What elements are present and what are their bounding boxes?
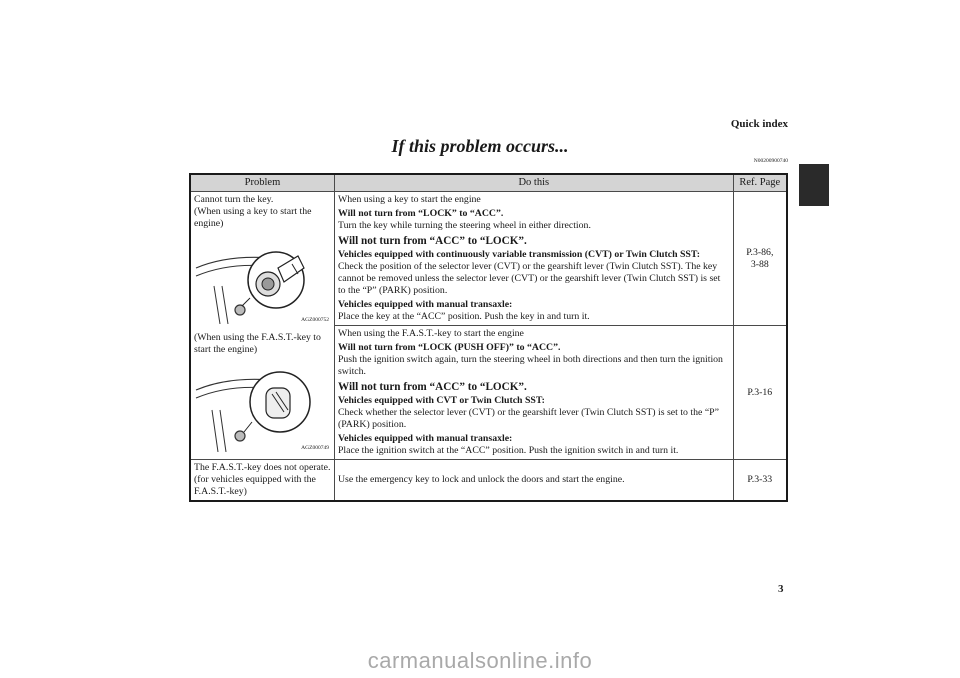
key-ignition-icon: [194, 238, 322, 324]
problem-subtext: (for vehicles equipped with the F.A.S.T.-key): [194, 474, 316, 497]
do-this-key-cell: [334, 192, 733, 326]
instruction-text: Check whether the selector lever (CVT) or the gearshift lever (Twin Clutch SST) is set to the “P” (PARK) position.: [337, 407, 719, 430]
instruction-heading: Will not turn from “LOCK (PUSH OFF)” to “ACC”.: [337, 342, 561, 353]
table-header-row: [190, 174, 787, 192]
instruction-text: Place the key at the “ACC” position. Push the key in and turn it.: [337, 311, 590, 322]
ignition-switch-icon: [194, 364, 322, 452]
instruction-text: Turn the key while turning the steering wheel in either direction.: [337, 220, 591, 231]
page-number: 3: [778, 583, 784, 595]
header-do-this: Do this: [334, 174, 733, 192]
watermark: carmanualsonline.info: [367, 648, 593, 673]
instruction-heading: Will not turn from “ACC” to “LOCK”.: [337, 235, 527, 247]
problem-subtext: (When using the F.A.S.T.-key to start the engine): [194, 332, 321, 355]
instruction-subheading: Vehicles equipped with manual transaxle:: [337, 433, 513, 444]
ref-link[interactable]: 3-88: [750, 258, 769, 270]
section-title: Quick index: [730, 118, 788, 130]
instruction-intro: When using a key to start the engine: [337, 194, 481, 205]
do-this-fast-key-cell: [334, 326, 733, 460]
header-ref-page: Ref. Page: [733, 174, 787, 192]
problem-text: The F.A.S.T.-key does not operate.: [194, 462, 331, 473]
figure-code: AGZ000752: [301, 317, 329, 323]
key-ignition-illustration: [194, 238, 331, 324]
fast-key-switch-illustration: [194, 364, 331, 452]
instruction-text: Place the ignition switch at the “ACC” position. Push the ignition switch in and turn it.: [337, 445, 679, 456]
header-problem: Problem: [190, 174, 334, 192]
instruction-heading: Will not turn from “ACC” to “LOCK”.: [337, 381, 527, 393]
instruction-subheading: Vehicles equipped with manual transaxle:: [337, 299, 513, 310]
instruction-text: Use the emergency key to lock and unlock the doors and start the engine.: [337, 474, 625, 485]
instruction-heading: Will not turn from “LOCK” to “ACC”.: [337, 208, 504, 219]
problem-subtext: (When using a key to start the engine): [194, 206, 312, 229]
instruction-intro: When using the F.A.S.T.-key to start the engine: [337, 328, 524, 339]
instruction-subheading: Vehicles equipped with CVT or Twin Clutch SST:: [337, 395, 545, 406]
figure-code: AGZ000749: [301, 445, 329, 451]
table-row: [190, 460, 787, 502]
problem-cell: [190, 192, 334, 460]
ref-link[interactable]: P.3-33: [747, 474, 773, 485]
instruction-text: Check the position of the selector lever (CVT) or the gearshift lever (Twin Clutch SST). The key cannot be removed unless the selector lever (CVT) or the gearshift lever (Twin Clutch SST) is set to the “P” (PARK) position.: [337, 261, 721, 296]
ref-page-cell: [733, 326, 787, 460]
instruction-text: Push the ignition switch again, turn the steering wheel in both directions and then turn the ignition switch.: [337, 354, 723, 377]
ref-link[interactable]: P.3-86,: [746, 246, 774, 258]
instruction-subheading: Vehicles equipped with continuously variable transmission (CVT) or Twin Clutch SST:: [337, 249, 700, 260]
section-index-tab[interactable]: [799, 164, 829, 206]
table-row: [190, 192, 787, 326]
page-code: N00200900740: [753, 158, 788, 164]
problem-table: [189, 173, 788, 502]
do-this-cell: [334, 460, 733, 502]
problem-cell: [190, 460, 334, 502]
ref-link[interactable]: P.3-16: [747, 386, 773, 398]
problem-text: Cannot turn the key.: [194, 194, 274, 205]
page-heading: If this problem occurs...: [391, 136, 569, 156]
ref-page-cell: [733, 460, 787, 502]
ref-page-cell: [733, 192, 787, 326]
